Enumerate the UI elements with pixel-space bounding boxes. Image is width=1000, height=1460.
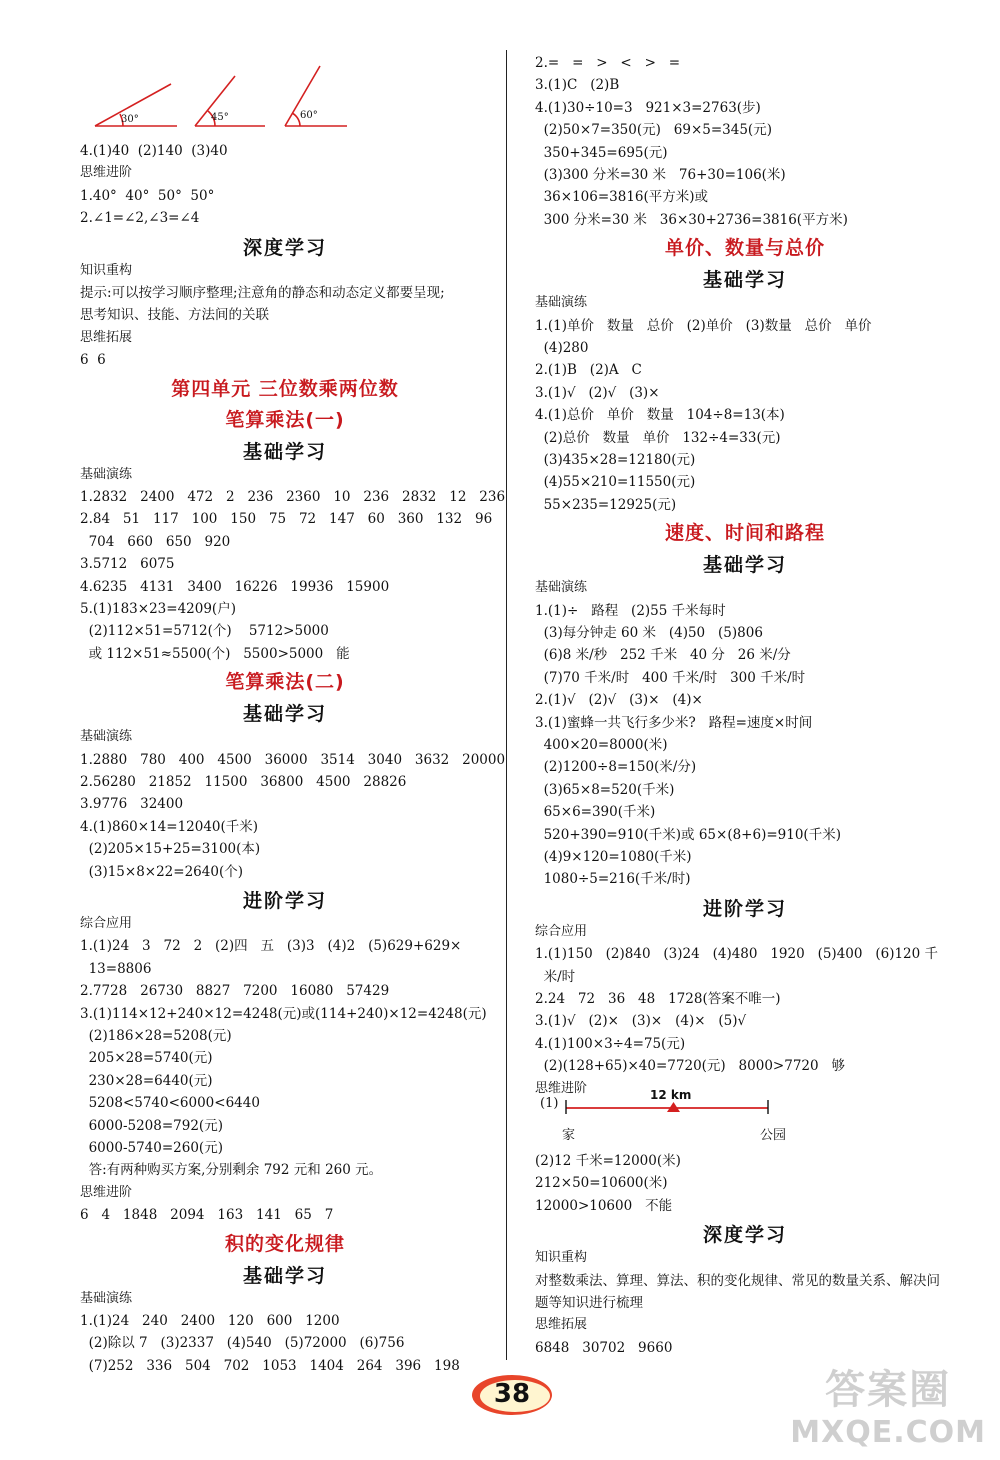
answer-line: 400×20=8000(米) (535, 737, 668, 753)
answer-line: 65×6=390(千米) (535, 804, 656, 821)
answer-line: 205×28=5740(元) (80, 1050, 213, 1067)
answer-line: 704 660 650 920 (80, 533, 231, 550)
watermark-logo-text: 答案圈 (825, 1367, 952, 1413)
answer-line: 4.6235 4131 3400 16226 19936 15900 (80, 578, 390, 595)
page-number: 38 (493, 1379, 531, 1409)
answer-line: 2.(1)B (2)A C (535, 362, 642, 379)
answer-line: 36×106=3816(平方米)或 (535, 189, 709, 206)
subsection-title: 进阶学习 (242, 890, 327, 912)
subsection-title: 基础学习 (242, 703, 327, 726)
answer-line: 350+345=695(元) (535, 144, 668, 161)
answer-line: 3.(1)√ (2)× (3)× (4)× (5)√ (535, 1013, 747, 1030)
answer-line: (2)12 千米=12000(米) (535, 1153, 681, 1169)
answer-line: (4)280 (535, 340, 589, 356)
answer-line: 4.(1)860×14=12040(千米) (80, 818, 259, 835)
answer-line: 思考知识、技能、方法间的关联 (80, 307, 269, 324)
answer-line: 55×235=12925(元) (535, 496, 677, 513)
answer-line: (3)65×8=520(千米) (535, 781, 675, 798)
answer-line: 3.9776 32400 (80, 796, 184, 813)
answer-line: 1.2880 780 400 4500 36000 3514 3040 3632 20000 (80, 751, 506, 768)
answer-line: 2.7728 26730 8827 7200 16080 57429 (80, 983, 390, 1000)
answer-line: 6 6 (80, 352, 106, 369)
section-title: 第四单元 三位数乘两位数 (171, 377, 399, 400)
answer-line: 3.(1)C (2)B (535, 77, 620, 94)
answer-line: (7)70 千米/时 400 千米/时 300 千米/时 (535, 669, 806, 686)
answer-line: 米/时 (535, 968, 576, 985)
answer-line: (7)252 336 504 702 1053 1404 264 396 198 (80, 1357, 460, 1374)
answer-line: 1.2832 2400 472 2 236 2360 10 236 2832 12 236 (80, 489, 506, 505)
exercise-heading: 综合应用 (80, 916, 133, 931)
answer-line: 300 分米=30 米 36×30+2736=3816(平方米) (535, 211, 848, 228)
answer-line: 6000-5740=260(元) (80, 1140, 223, 1156)
answer-line: 1.40° 40° 50° 50° (80, 187, 215, 204)
watermark-url: MXQE.COM (790, 1415, 986, 1450)
exercise-heading: 知识重构 (80, 262, 133, 278)
answer-line: (3)300 分米=30 米 76+30=106(米) (535, 167, 786, 183)
answer-line: 1.(1)24 240 2400 120 600 1200 (80, 1313, 340, 1329)
section-title: 速度、时间和路程 (664, 522, 825, 545)
answer-line: (2)186×28=5208(元) (80, 1028, 232, 1044)
answer-line: 4.(1)100×3÷4=75(元) (535, 1035, 686, 1052)
exercise-heading: 思维拓展 (535, 1317, 588, 1333)
answer-line: (2)50×7=350(元) 69×5=345(元) (535, 122, 772, 139)
answer-line: (4)55×210=11550(元) (535, 474, 696, 491)
exercise-heading: 基础演练 (80, 1290, 133, 1306)
answer-line: 1.(1)单价 数量 总价 (2)单价 (3)数量 总价 单价 (535, 317, 872, 334)
exercise-heading: 思维进阶 (535, 1080, 588, 1096)
answer-line: 2.(1)√ (2)√ (3)× (4)× (535, 692, 703, 709)
answer-line: 5208<5740<6000<6440 (80, 1095, 260, 1112)
answer-line: 6 4 1848 2094 163 141 65 7 (80, 1207, 334, 1224)
page-number-badge (471, 1374, 553, 1416)
answer-line: 3.(1)√ (2)√ (3)× (535, 384, 660, 401)
answer-line: (4)9×120=1080(千米) (535, 849, 692, 865)
subsection-title: 基础学习 (242, 440, 327, 463)
exercise-heading: 综合应用 (535, 923, 588, 939)
answer-line: 12000>10600 不能 (535, 1197, 673, 1214)
answer-line: 5.(1)183×23=4209(户) (80, 601, 236, 617)
answer-line: 1.(1)24 3 72 2 (2)四 五 (3)3 (4)2 (5)629+629× (80, 938, 462, 955)
exercise-heading: 思维进阶 (80, 165, 133, 181)
subsection-title: 基础学习 (702, 554, 787, 577)
exercise-heading: 基础演练 (80, 729, 133, 745)
answer-line: 1.(1)÷ 路程 (2)55 千米每时 (535, 602, 726, 619)
answer-line: (3)435×28=12180(元) (535, 452, 696, 468)
exercise-heading: 基础演练 (535, 295, 588, 311)
answer-line: (2)205×15+25=3100(本) (80, 841, 261, 858)
answer-line: 2.24 72 36 48 1728(答案不唯一) (535, 991, 781, 1007)
angle-45-label: 45° (211, 112, 229, 123)
answer-line: 3.(1)114×12+240×12=4248(元)或(114+240)×12=4248(元) (80, 1005, 487, 1022)
answer-line: (3)每分钟走 60 米 (4)50 (5)806 (535, 625, 763, 641)
answer-line: (2)总价 数量 单价 132÷4=33(元) (535, 429, 781, 446)
answer-line: 2.= = > < > = (535, 55, 681, 71)
answer-line: 6000-5208=792(元) (80, 1117, 223, 1134)
answer-line: 2.84 51 117 100 150 75 72 147 60 360 132 96 (80, 511, 493, 528)
section-title: 笔算乘法(二) (225, 671, 345, 694)
answer-line: 520+390=910(千米)或 65×(8+6)=910(千米) (535, 826, 841, 843)
answer-line: 6848 30702 9660 (535, 1339, 673, 1356)
answer-line: 2.56280 21852 11500 36800 4500 28826 (80, 774, 407, 790)
diagram-end-label: 公园 (760, 1128, 787, 1143)
section-title: 单价、数量与总价 (664, 237, 825, 260)
answer-line: 1.(1)150 (2)840 (3)24 (4)480 1920 (5)400 (6)120 千 (535, 946, 939, 963)
exercise-heading: 思维进阶 (80, 1184, 133, 1200)
answer-line: 230×28=6440(元) (80, 1072, 213, 1089)
angle-45-figure (195, 76, 265, 126)
answer-line: (3)15×8×22=2640(个) (80, 863, 243, 880)
section-title: 笔算乘法(一) (225, 408, 345, 431)
column-divider (506, 50, 507, 1360)
exercise-heading: 思维拓展 (80, 329, 133, 345)
watermark (790, 1358, 986, 1450)
answer-line: 4.(1)30÷10=3 921×3=2763(步) (535, 99, 761, 116)
diagram-distance-label: 12 km (650, 1088, 692, 1102)
answer-line: 3.5712 6075 (80, 556, 175, 573)
subsection-title: 基础学习 (702, 269, 787, 292)
answer-line: (2)112×51=5712(个) 5712>5000 (80, 623, 329, 640)
answer-line: (2)1200÷8=150(米/分) (535, 759, 697, 776)
answer-line: 对整数乘法、算理、算法、积的变化规律、常见的数量关系、解决问 (535, 1272, 940, 1289)
exercise-heading: 知识重构 (535, 1250, 588, 1266)
angle-60-label: 60° (300, 110, 318, 121)
subsection-title: 深度学习 (242, 236, 327, 259)
answer-line: (2)除以 7 (3)2337 (4)540 (5)72000 (6)756 (80, 1335, 405, 1352)
answer-line: 212×50=10600(米) (535, 1175, 668, 1192)
answer-line: (6)8 米/秒 252 千米 40 分 26 米/分 (535, 647, 791, 664)
subsection-title: 深度学习 (702, 1224, 787, 1247)
answer-line: 答:有两种购买方案,分别剩余 792 元和 260 元。 (80, 1162, 383, 1179)
answer-line: (2)(128+65)×40=7720(元) 8000>7720 够 (535, 1058, 845, 1075)
diagram-start-label: 家 (562, 1128, 576, 1143)
subsection-title: 进阶学习 (702, 897, 787, 920)
answer-line: 或 112×51≈5500(个) 5500>5000 能 (80, 645, 350, 662)
answer-line: 1080÷5=216(千米/时) (535, 871, 691, 888)
subsection-title: 基础学习 (242, 1264, 327, 1287)
angle-figures (85, 60, 355, 132)
answer-line: 提示:可以按学习顺序整理;注意角的静态和动态定义都要呈现; (80, 285, 445, 301)
exercise-heading: 基础演练 (80, 466, 133, 482)
answer-line: 题等知识进行梳理 (535, 1295, 643, 1311)
answer-line: 4.(1)40 (2)140 (3)40 (80, 143, 228, 159)
angle-30-label: 30° (121, 114, 139, 125)
answer-line: 4.(1)总价 单价 数量 104÷8=13(本) (535, 407, 785, 424)
section-title: 积的变化规律 (224, 1232, 345, 1255)
answer-line: 3.(1)蜜蜂一共飞行多少米? 路程=速度×时间 (535, 714, 813, 731)
exercise-heading: 基础演练 (535, 580, 588, 596)
answer-line: 2.∠1=∠2,∠3=∠4 (80, 210, 200, 227)
distance-diagram (540, 1090, 800, 1150)
answer-line: 13=8806 (80, 960, 152, 977)
diagram-item-label: (1) (540, 1096, 559, 1111)
